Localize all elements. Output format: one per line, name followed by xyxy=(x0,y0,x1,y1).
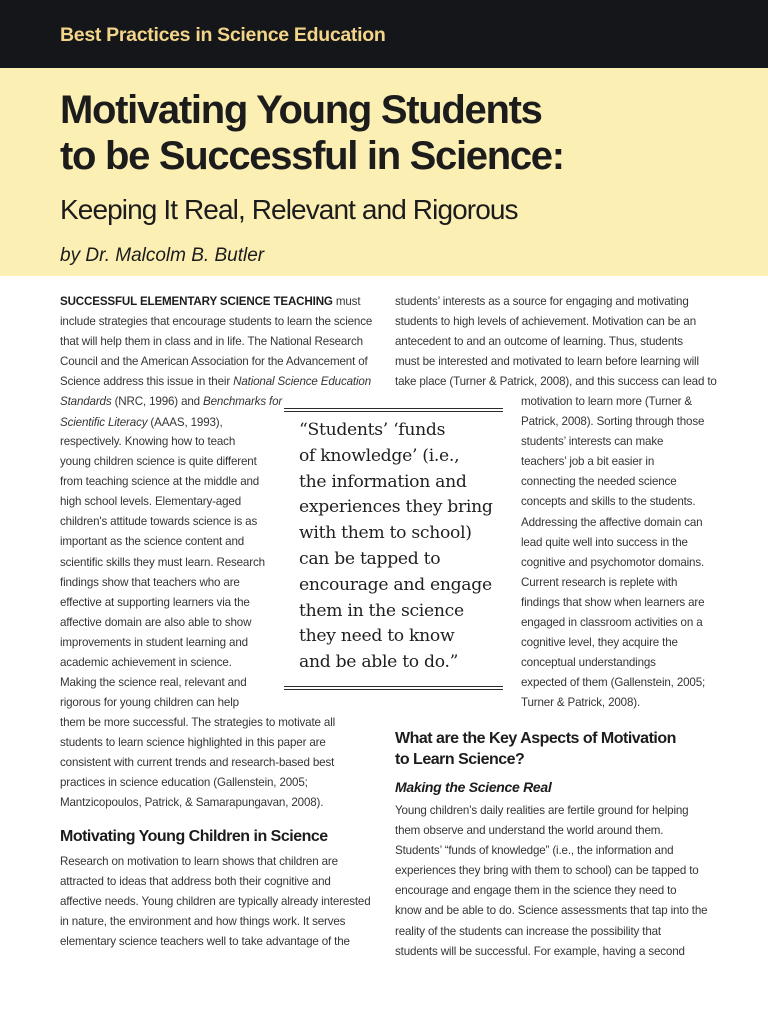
text-line: Turner & Patrick, 2008). xyxy=(521,696,641,710)
text-line: concepts and skills to the students. xyxy=(521,495,696,509)
body-paragraph-narrow xyxy=(60,432,280,713)
body-paragraph xyxy=(60,713,380,813)
text-line: young children science is quite different xyxy=(60,455,257,469)
quote-rule-top xyxy=(284,411,503,412)
text-line: students will be successful. For example, having a second xyxy=(395,944,685,958)
text-line: effective at supporting learners via the xyxy=(60,595,250,609)
citation-title: National Science Education xyxy=(233,375,372,389)
series-title: Best Practices in Science Education xyxy=(60,24,386,46)
text-line: cognitive and psychomotor domains. xyxy=(521,555,705,569)
text-line: Students’ “funds of knowledge” (i.e., the information and xyxy=(395,844,674,858)
text-line: from teaching science at the middle and xyxy=(60,475,260,489)
section-heading xyxy=(395,728,676,770)
body-paragraph xyxy=(395,292,715,392)
text-line: students’ interests can make xyxy=(521,435,664,449)
text-line: children's attitude towards science is as xyxy=(60,515,258,529)
text-line: Patrick, 2008). Sorting through those xyxy=(521,415,705,429)
text-line: affective needs. Young children are typically already interested xyxy=(60,895,371,909)
quote-rule-bottom xyxy=(284,686,503,687)
quote-line: they need to know xyxy=(299,626,455,647)
text-line: in nature, the environment and how things work. It serves xyxy=(60,915,346,929)
quote-line: encourage and engage xyxy=(299,574,492,595)
text-line: engaged in classroom activities on a xyxy=(521,616,703,630)
text-line: findings show that teachers who are xyxy=(60,575,240,589)
text-line: know and be able to do. Science assessments that tap into the xyxy=(395,904,708,918)
section-heading: Motivating Young Children in Science xyxy=(60,828,328,845)
text-line: connecting the needed science xyxy=(521,475,677,489)
text-line: cognitive level, they acquire the xyxy=(521,636,678,650)
quote-line: and be able to do.” xyxy=(299,652,459,673)
text-line: high school levels. Elementary-aged xyxy=(60,495,241,509)
text-line: elementary science teachers well to take advantage of the xyxy=(60,935,350,949)
citation-title: Benchmarks for xyxy=(203,395,283,409)
text-line xyxy=(60,292,380,312)
quote-line: the information and xyxy=(299,471,467,492)
text-line: practices in science education (Gallenstein, 2005; xyxy=(60,776,308,790)
quote-line: experiences they bring xyxy=(299,497,493,518)
quote-rule-top xyxy=(284,408,503,409)
article-title xyxy=(60,87,564,179)
title-line: to be Successful in Science: xyxy=(60,134,564,178)
text-line: take place (Turner & Patrick, 2008), and this success can lead to xyxy=(395,375,717,389)
subsection-heading: Making the Science Real xyxy=(395,779,552,795)
text-line: affective domain are also able to show xyxy=(60,615,252,629)
citation-title: Scientific Literacy xyxy=(60,415,148,429)
text-line: Current research is replete with xyxy=(521,575,678,589)
text-line: antecedent to and an outcome of learning. Thus, students xyxy=(395,335,683,349)
text-line: rigorous for young children can help xyxy=(60,696,239,710)
text-line: them observe and understand the world around them. xyxy=(395,824,664,838)
text-line: improvements in student learning and xyxy=(60,635,248,649)
text-line: encourage and engage them in the science they need to xyxy=(395,884,677,898)
text-run: Science address this issue in their xyxy=(60,375,234,389)
pull-quote-text xyxy=(299,418,493,676)
text-line: Mantzicopoulos, Patrick, & Samarapungavan, 2008). xyxy=(60,796,324,810)
heading-line: to Learn Science? xyxy=(395,751,525,768)
text-line: must be interested and motivated to learn before learning will xyxy=(395,355,699,369)
text-line: important as the science content and xyxy=(60,535,245,549)
citation-title: Standards xyxy=(60,395,112,409)
text-line: motivation to learn more (Turner & xyxy=(521,395,693,408)
article-byline: by Dr. Malcolm B. Butler xyxy=(60,245,265,266)
text-line: scientific skills they must learn. Research xyxy=(60,555,265,569)
body-paragraph-narrow xyxy=(521,392,721,714)
body-paragraph xyxy=(395,801,715,962)
text-line: Research on motivation to learn shows that children are xyxy=(60,855,338,868)
text-run: (NRC, 1996) and xyxy=(111,395,204,409)
pull-quote xyxy=(284,408,504,690)
quote-rule-bottom xyxy=(284,689,503,690)
text-line: include strategies that encourage students to learn the science xyxy=(60,315,373,329)
quote-line: can be tapped to xyxy=(299,548,441,569)
title-line: Motivating Young Students xyxy=(60,88,542,132)
article-subtitle: Keeping It Real, Relevant and Rigorous xyxy=(60,194,518,225)
quote-line: them in the science xyxy=(299,600,464,621)
quote-line: “Students’ ‘funds xyxy=(299,420,446,440)
text-line: expected of them (Gallenstein, 2005; xyxy=(521,676,706,690)
text-line: reality of the students can increase the possibility that xyxy=(395,924,661,938)
text-line: them be more successful. The strategies to motivate all xyxy=(60,716,336,729)
text-line: lead quite well into success in the xyxy=(521,535,688,549)
text-line: attracted to ideas that address both their cognitive and xyxy=(60,875,331,889)
text-line: conceptual understandings xyxy=(521,656,656,670)
text-line: students to learn science highlighted in this paper are xyxy=(60,736,326,750)
lead-in-caps: SUCCESSFUL ELEMENTARY SCIENCE TEACHING xyxy=(60,295,333,308)
text-line: teachers’ job a bit easier in xyxy=(521,455,655,469)
text-line: that will help them in class and in life. The National Research xyxy=(60,335,363,349)
series-banner xyxy=(0,0,768,68)
text-line: experiences they bring with them to school) can be tapped to xyxy=(395,864,699,878)
text-line: Addressing the affective domain can xyxy=(521,515,703,529)
text-line: academic achievement in science. xyxy=(60,656,232,670)
text-line: findings that show when learners are xyxy=(521,595,705,609)
body-paragraph xyxy=(60,852,380,952)
text-run: (AAAS, 1993), xyxy=(147,415,223,429)
text-line: Making the science real, relevant and xyxy=(60,676,247,690)
text-line: students to high levels of achievement. Motivation can be an xyxy=(395,315,696,329)
quote-line: with them to school) xyxy=(299,523,472,544)
text-line: Young children’s daily realities are fertile ground for helping xyxy=(395,804,689,817)
heading-line: What are the Key Aspects of Motivation xyxy=(395,730,676,747)
text-line: consistent with current trends and research-based best xyxy=(60,756,335,770)
text-run: must xyxy=(332,295,361,308)
quote-line: of knowledge’ (i.e., xyxy=(299,445,460,466)
text-line: Council and the American Association for the Advancement of xyxy=(60,355,368,369)
text-line xyxy=(60,372,380,392)
text-line: students’ interests as a source for engaging and motivating xyxy=(395,295,689,308)
text-line: respectively. Knowing how to teach xyxy=(60,435,236,448)
